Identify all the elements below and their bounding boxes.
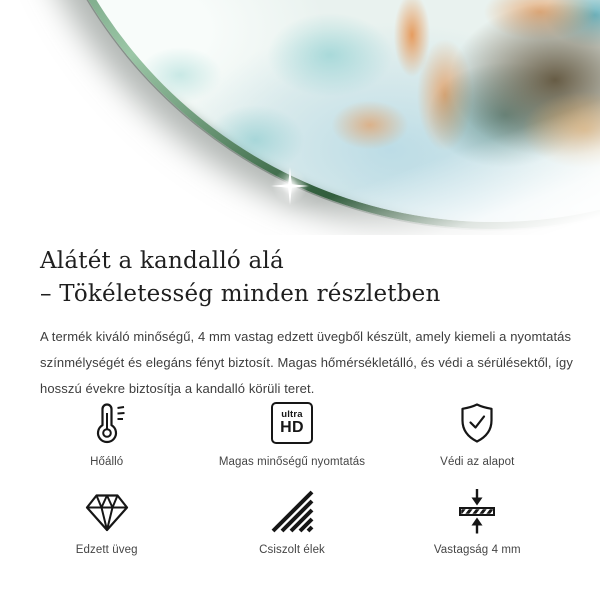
page-title-line-1: Alátét a kandalló alá bbox=[40, 248, 284, 274]
feature-label: Védi az alapot bbox=[440, 456, 515, 468]
beveled-edges-icon bbox=[269, 486, 315, 536]
shield-check-icon bbox=[454, 398, 500, 448]
feature-label: Edzett üveg bbox=[75, 544, 138, 556]
page-title-line-2: – Tökéletesség minden részletben bbox=[40, 281, 441, 307]
ultra-hd-icon bbox=[271, 398, 313, 448]
feature-print-quality bbox=[199, 398, 384, 468]
product-photo bbox=[0, 0, 600, 235]
marble-print-art bbox=[27, 0, 600, 222]
feature-label: Vastagság 4 mm bbox=[433, 544, 521, 556]
feature-label: Hőálló bbox=[90, 456, 124, 468]
product-description: A termék kiváló minőségű, 4 mm vastag edzett üvegből készült, amely kiemeli a nyomtatás színmélységét és elegáns fényt biztosít. Magas hőmérsékletálló, és védi a sérülésektől, így hosszú évekre biztosítja a kandalló körüli teret. bbox=[40, 329, 573, 396]
feature-heat-resistant bbox=[14, 398, 199, 468]
glass-disc bbox=[20, 0, 600, 229]
diamond-icon bbox=[83, 486, 131, 536]
features-grid bbox=[14, 398, 570, 556]
feature-thickness bbox=[385, 486, 570, 556]
feature-polished-edges bbox=[199, 486, 384, 556]
feature-protects-base bbox=[385, 398, 570, 468]
glass-disc-edge bbox=[27, 0, 600, 222]
ultra-hd-text-top: ultra bbox=[281, 409, 303, 420]
product-info bbox=[40, 235, 580, 402]
feature-label: Magas minőségű nyomtatás bbox=[218, 456, 366, 468]
ultra-hd-text-bottom: HD bbox=[280, 419, 304, 436]
feature-label: Csiszolt élek bbox=[259, 544, 325, 556]
page-title bbox=[40, 245, 580, 311]
feature-tempered-glass bbox=[14, 486, 199, 556]
thickness-icon bbox=[453, 486, 501, 536]
thermometer-icon bbox=[83, 398, 131, 448]
